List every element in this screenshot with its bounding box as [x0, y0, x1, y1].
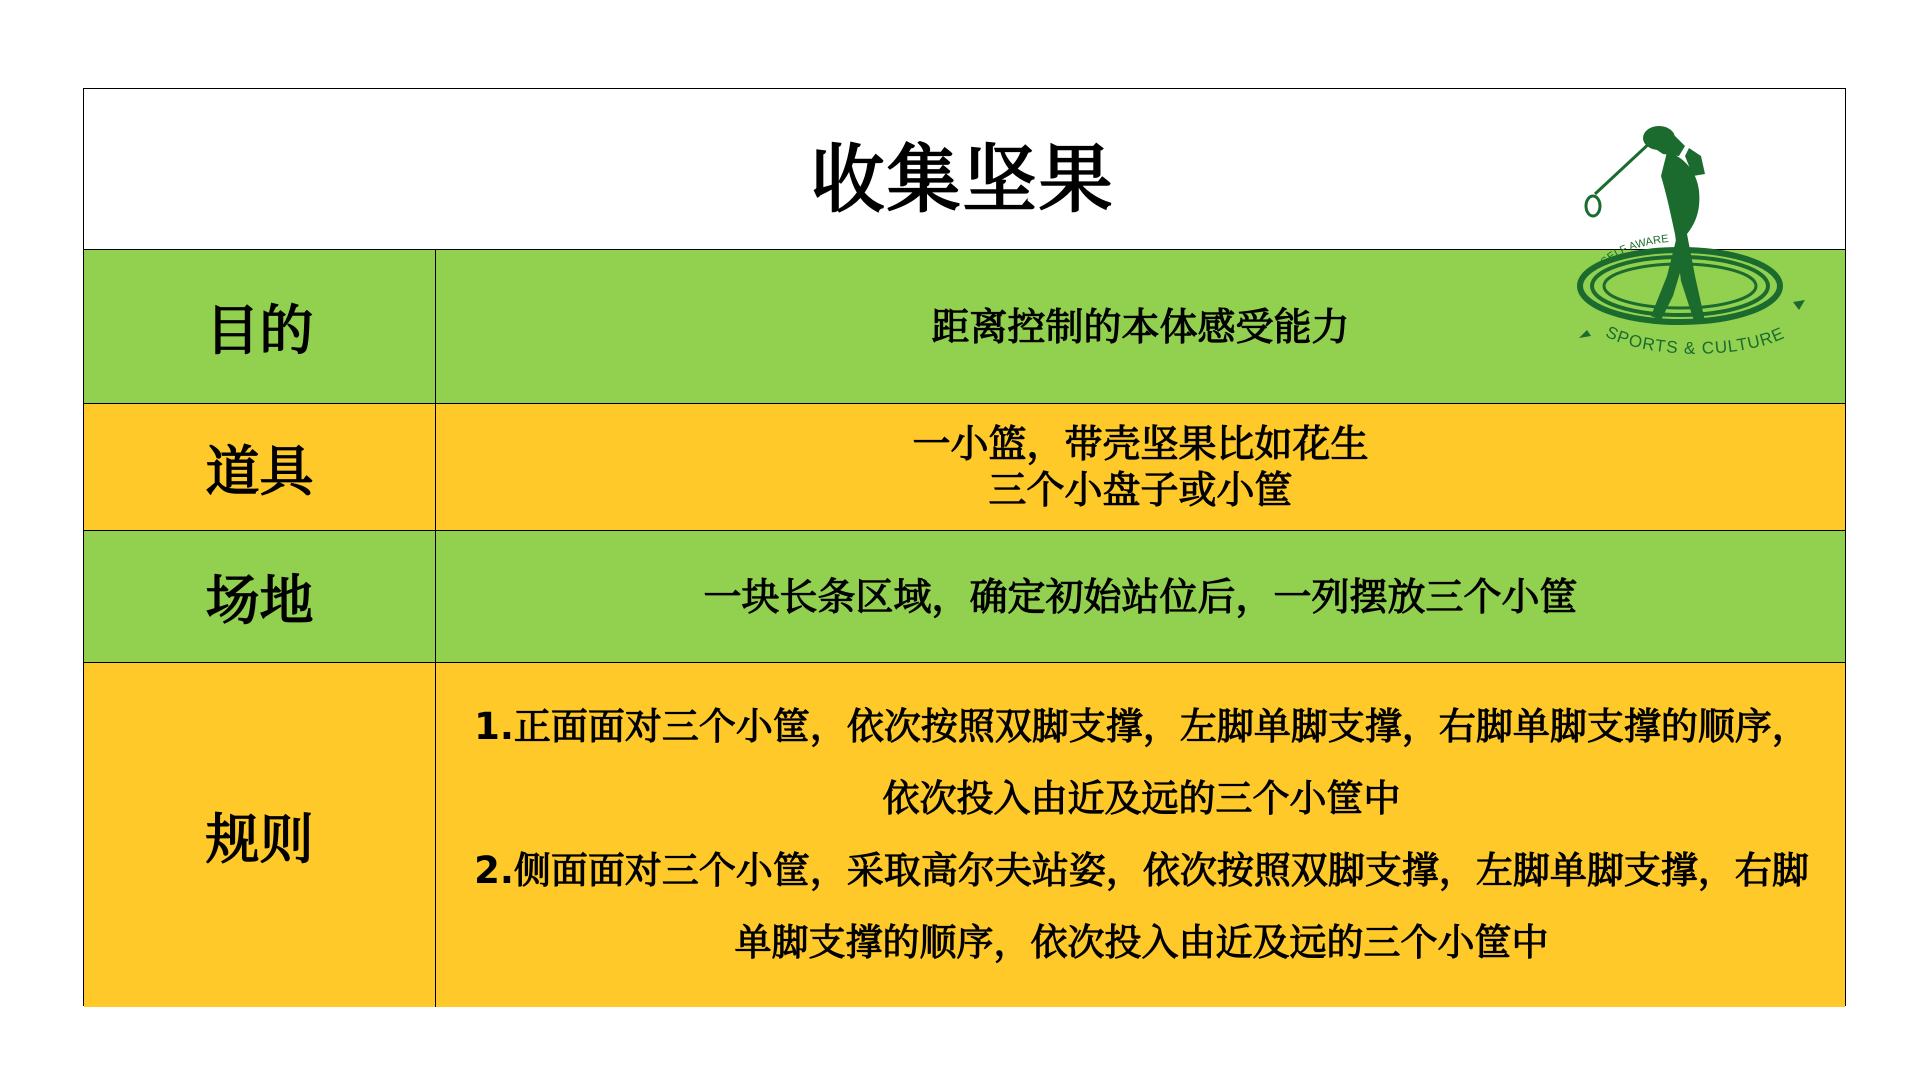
- logo-top-text: SELF AWARE: [1598, 232, 1670, 269]
- row-value-line: 一块长条区域，确定初始站位后，一列摆放三个小筐: [703, 574, 1578, 619]
- table-row-venue: [84, 530, 1845, 662]
- row-label: 目的: [84, 250, 436, 403]
- rule-line-1: 1.正面面对三个小筐，依次按照双脚支撑，左脚单脚支撑，右脚单脚支撑的顺序，依次投入由近及远的三个小筐中: [474, 705, 1809, 820]
- row-value: [436, 663, 1845, 1007]
- row-value-line: 一小篮，带壳坚果比如花生: [912, 422, 1369, 466]
- row-value: [436, 404, 1845, 530]
- row-label: 道具: [84, 404, 436, 530]
- golfer-logo: [1555, 116, 1815, 366]
- row-value: [436, 531, 1845, 662]
- logo-bottom-text: SPORTS & CULTURE: [1602, 322, 1788, 358]
- rule-line-2: 2.侧面面对三个小筐，采取高尔夫站姿，依次按照双脚支撑，左脚单脚支撑，右脚单脚支撑的顺序，依次投入由近及远的三个小筐中: [474, 849, 1809, 964]
- row-label: 场地: [84, 531, 436, 662]
- row-label: 规则: [84, 663, 436, 1007]
- page-title: 收集坚果: [810, 137, 1115, 223]
- svg-text:SPORTS & CULTURE: [1603, 322, 1788, 357]
- row-value-line: 距离控制的本体感受能力: [931, 304, 1350, 349]
- table-row-props: [84, 403, 1845, 530]
- row-value-line: 三个小盘子或小筐: [988, 468, 1293, 512]
- table-row-rules: [84, 662, 1845, 1007]
